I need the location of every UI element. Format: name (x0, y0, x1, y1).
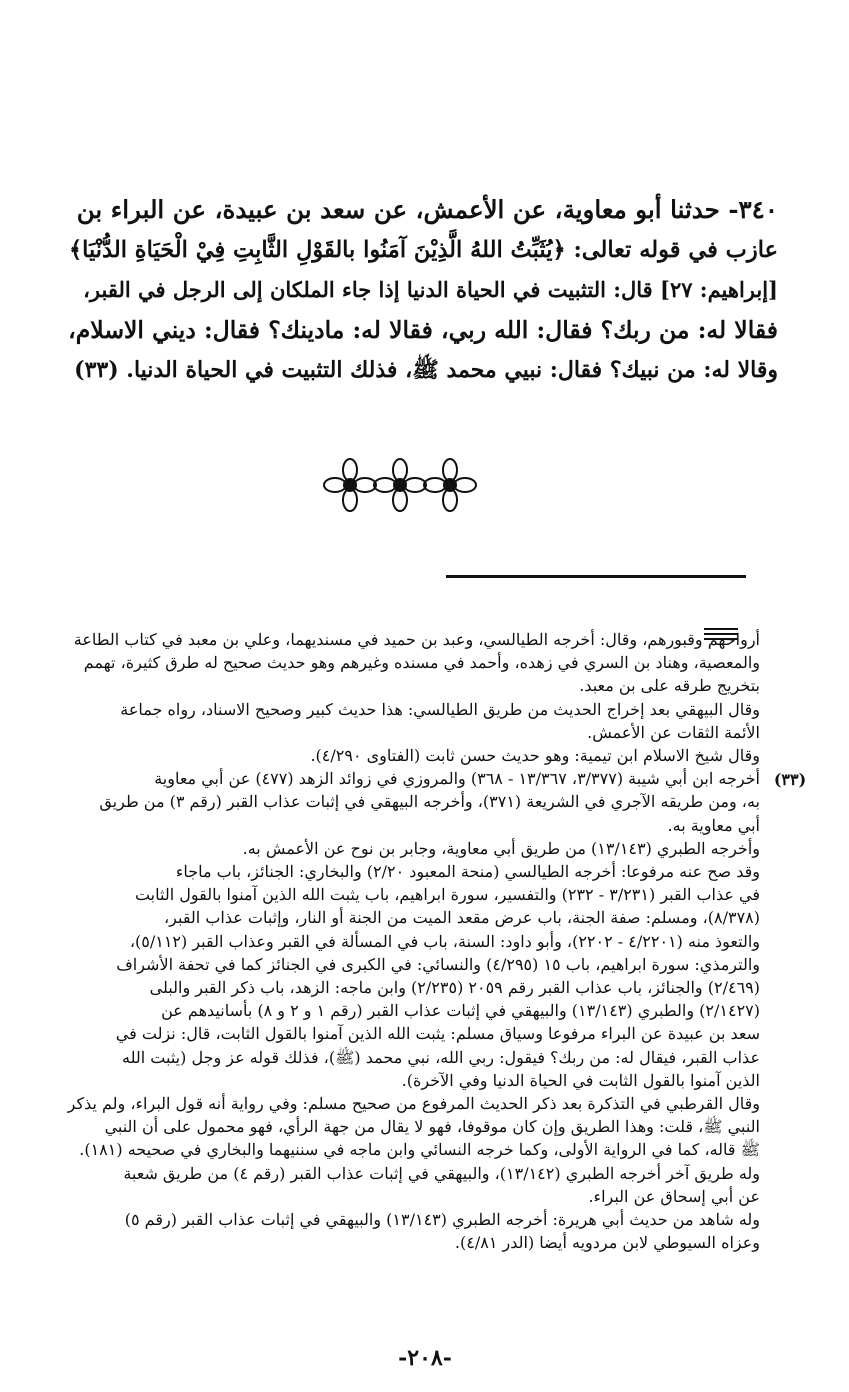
footnote-line: عن أبي إسحاق عن البراء. (588, 1186, 760, 1206)
footnote-line: عذاب القبر، فيقال له: من ربك؟ فيقول: ربي الله، نبي محمد (ﷺ)، فذلك قوله عز وجل (يثبت الله (122, 1047, 760, 1067)
footnote-line: وقال البيهقي بعد إخراج الحديث من طريق الطيالسي: هذا حديث كبير وصحيح الاسناد، رواه جماعة (120, 699, 760, 719)
footnote-line: سعد بن عبيدة عن البراء مرفوعا وسياق مسلم: يثبت الله الذين آمنوا بالقول الثابت، قال: نزلت في (115, 1024, 760, 1044)
footnote-line: وقال القرطبي في التذكرة بعد ذكر الحديث المرفوع من صحيح مسلم: وفي رواية أنه قول البراء، ولم يذكر (67, 1094, 760, 1114)
footnote-line: وعزاه السيوطي لابن مردويه أيضا (الدر ٤/٨١). (454, 1233, 760, 1253)
footnote-line: أبي معاوية به. (667, 815, 760, 835)
footnotes (60, 628, 760, 1254)
hadith-text (68, 190, 778, 390)
hadith-number: ٣٤٠ (738, 195, 778, 224)
footnote-line: ﷺ قاله، كما في الرواية الأولى، وكما خرجه النسائي وابن ماجه في سننيهما والبخاري في صحيحه (١٨١). (79, 1140, 760, 1160)
hadith-line: عازب في قوله تعالى: ﴿يُثَبِّتُ اللهُ الَّذِيْنَ آمَنُوا بالقَوْلِ الثَّابِتِ فِيْ الْحَيَاةِ الدُّنْيَا﴾ (68, 237, 778, 263)
footnote-line: وأخرجه الطبري (١٣/١٤٣) من طريق أبي معاوية، وجابر بن نوح عن الأعمش به. (242, 838, 760, 858)
footnote-line: (٨/٣٧٨)، ومسلم: صفة الجنة، باب عرض مقعد الميت من الجنة أو النار، وإثبات عذاب القبر، (164, 908, 760, 928)
footnote-line: والتعوذ منه (٤/٢٢٠١ - ٢٢٠٢)، وأبو داود: السنة، باب في المسألة في القبر وعذاب القبر (٥/١١٢)، (129, 931, 760, 951)
hadith-line: وقالا له: من نبيك؟ فقال: نبيي محمد ﷺ، فذلك التثبيت في الحياة الدنيا. (٣٣) (74, 357, 778, 383)
page-number: -٢٠٨- (398, 1345, 452, 1371)
footnote-line: الذين آمنوا بالقول الثابت في الحياة الدنيا وفي الآخرة). (401, 1070, 760, 1090)
footnote-line: (٢/١٤٢٧) والطبري (١٣/١٤٣) والبيهقي في إثبات عذاب القبر (رقم ١ و ٢ و ٨) بأسانيدهم عن (161, 1001, 760, 1021)
footnote-line: أرواحهم وقبورهم، وقال: أخرجه الطيالسي، وعبد بن حميد في مسنديهما، وعلي بن معبد في كتاب الطاعة (73, 630, 760, 649)
footnote-number: (٣٣) (773, 770, 807, 789)
footnote-line: الأئمة الثقات عن الأعمش. (587, 722, 760, 742)
footnote-line: وله طريق آخر أخرجه الطبري (١٣/١٤٢)، والبيهقي في إثبات عذاب القبر (رقم ٤) من طريق شعبة (123, 1163, 760, 1183)
footnote-line: بتخريج طرقه على بن معبد. (579, 676, 760, 696)
hadith-line: فقالا له: من ربك؟ فقال: الله ربي، فقالا له: مادينك؟ فقال: ديني الاسلام، (68, 316, 778, 344)
hadith-line: [إبراهيم: ٢٧] قال: التثبيت في الحياة الدنيا إذا جاء الملكان إلى الرجل في القبر، (83, 277, 778, 302)
footnote-divider (446, 575, 746, 578)
footnote-line: وقال شيخ الاسلام ابن تيمية: وهو حديث حسن ثابت (الفتاوى ٤/٢٩٠). (310, 746, 760, 766)
footnote-line: والترمذي: سورة ابراهيم، باب ١٥ (٤/٢٩٥) والنسائي: في الكبرى في الجنائز كما في تحفة الأشراف (116, 954, 760, 974)
footnote-line: وقد صح عنه مرفوعا: أخرجه الطيالسي (منحة المعبود ٢/٢٠) والبخاري: الجنائز، باب ماجاء (175, 862, 760, 882)
footnote-line: وله شاهد من حديث أبي هريرة: أخرجه الطبري (١٣/١٤٣) والبيهقي في إثبات عذاب القبر (رقم ٥) (124, 1210, 760, 1230)
footnote-line: به، ومن طريقه الآجري في الشريعة (٣٧١)، وأخرجه البيهقي في إثبات عذاب القبر (رقم ٣) من طريق (99, 792, 760, 812)
footnote-line: في عذاب القبر (٣/٢٣١ - ٢٣٢) والتفسير، سورة ابراهيم، باب يثبت الله الذين آمنوا بالقول الثابت (134, 885, 760, 905)
footnote-line: (٢/٤٦٩) والجنائز، باب عذاب القبر رقم ٢٠٥٩ (٢/٢٣٥) وابن ماجه: الزهد، باب ذكر القبر والبلى (149, 978, 760, 998)
footnote-line: أخرجه ابن أبي شيبة (٣/٣٧٧، ١٣/٣٦٧ - ٣٦٨) والمروزي في زوائد الزهد (٤٧٧) عن أبي معاوية (154, 769, 760, 789)
footnote-line: النبي ﷺ، قلت: وهذا الطريق وإن كان موقوفا، فهو لا يقال من جهة الرأي، فهو محمول على أن النبي (104, 1117, 760, 1137)
hadith-line: ٣٤٠- حدثنا أبو معاوية، عن الأعمش، عن سعد بن عبيدة، عن البراء بن (76, 195, 778, 224)
floral-ornament-icon (320, 455, 480, 515)
footnote-line: والمعصية، وهناد بن السري في زهده، وأحمد في مسنده وغيرهم وهو حديث صحيح له طرق كثيرة، تهمم (83, 653, 760, 673)
